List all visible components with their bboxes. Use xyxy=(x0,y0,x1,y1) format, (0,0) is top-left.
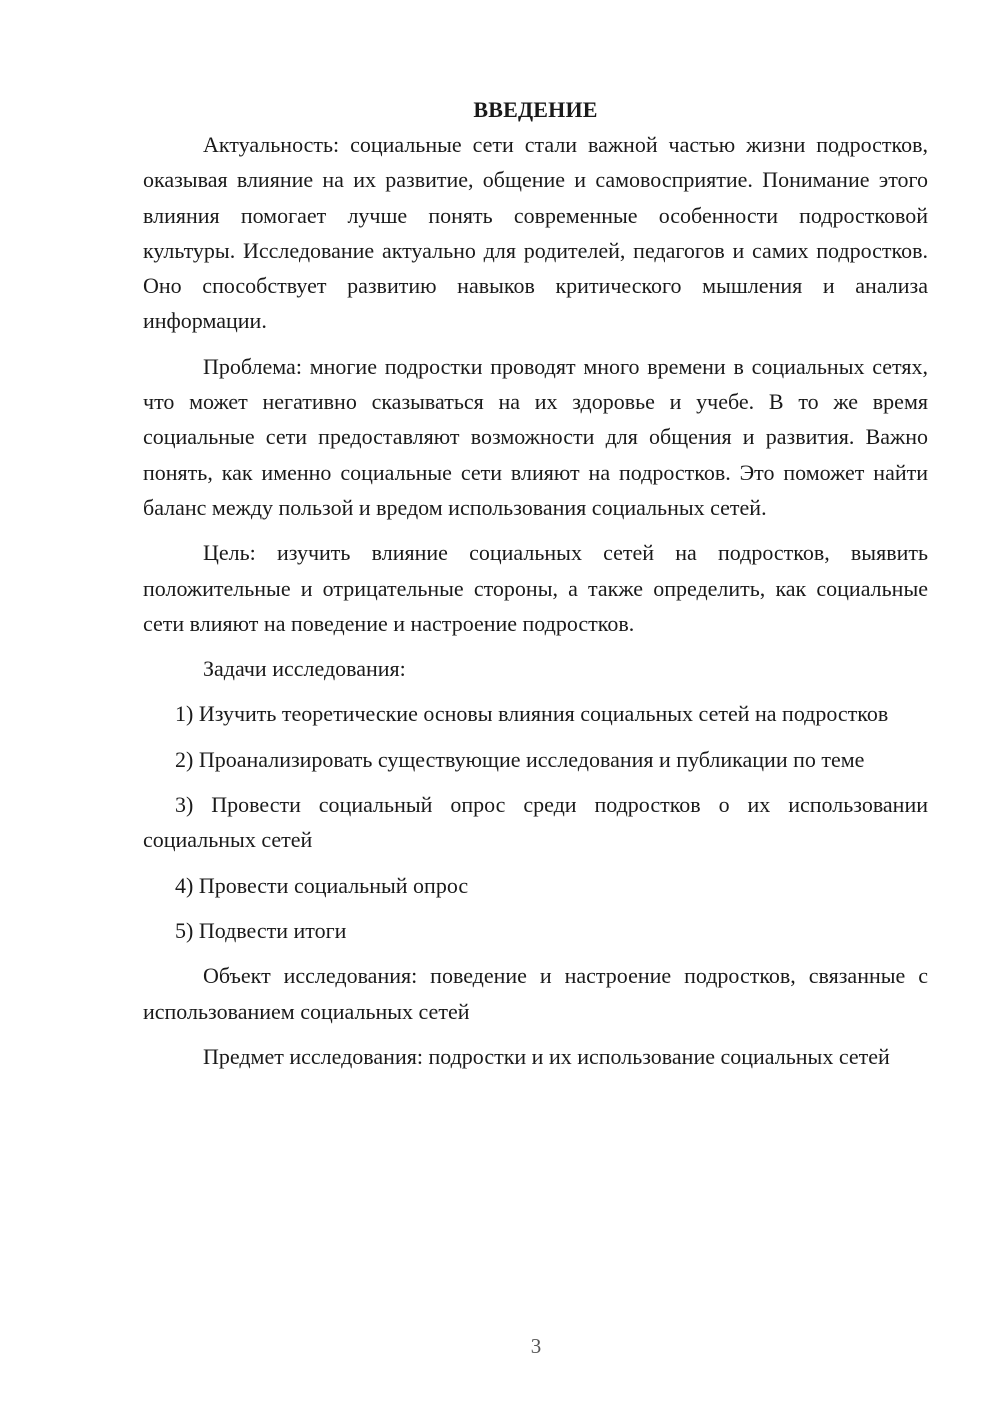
page-number: 3 xyxy=(530,1334,542,1358)
problem-paragraph: Проблема: многие подростки проводят много времени в социальных сетях, что может негативно сказываться на их здоровье и учебе. В то же время социальные сети предоставляют возможности для общения и развития. Важно понять, как именно социальные сети влияют на подростков. Это поможет найти баланс между пользой и вредом использования социальных сетей. xyxy=(143,353,928,520)
tasks-list xyxy=(143,696,928,948)
tasks-heading: Задачи исследования: xyxy=(203,656,406,682)
page-title: ВВЕДЕНИЕ xyxy=(473,97,598,122)
list-item: 5) Подвести итоги xyxy=(175,917,347,943)
list-item: 3) Провести социальный опрос среди подростков о их использовании социальных сетей xyxy=(143,792,928,853)
subject-paragraph: Предмет исследования: подростки и их использование социальных сетей xyxy=(203,1043,890,1069)
relevance-paragraph: Актуальность: социальные сети стали важной частью жизни подростков, оказывая влияние на их развитие, общение и самовосприятие. Понимание этого влияния помогает лучше понять современные особенности подростковой культуры. Исследование актуально для родителей, педагогов и самих подростков. Оно способствует развитию навыков критического мышления и анализа информации. xyxy=(143,132,928,334)
goal-paragraph: Цель: изучить влияние социальных сетей на подростков, выявить положительные и отрицательные стороны, а также определить, как социальные сети влияют на поведение и настроение подростков. xyxy=(143,540,928,636)
document-page xyxy=(143,92,928,1084)
list-item: 1) Изучить теоретические основы влияния социальных сетей на подростков xyxy=(175,701,889,727)
list-item: 2) Проанализировать существующие исследования и публикации по теме xyxy=(175,746,865,772)
object-paragraph: Объект исследования: поведение и настроение подростков, связанные с использованием социальных сетей xyxy=(143,963,928,1024)
list-item: 4) Провести социальный опрос xyxy=(175,872,469,898)
